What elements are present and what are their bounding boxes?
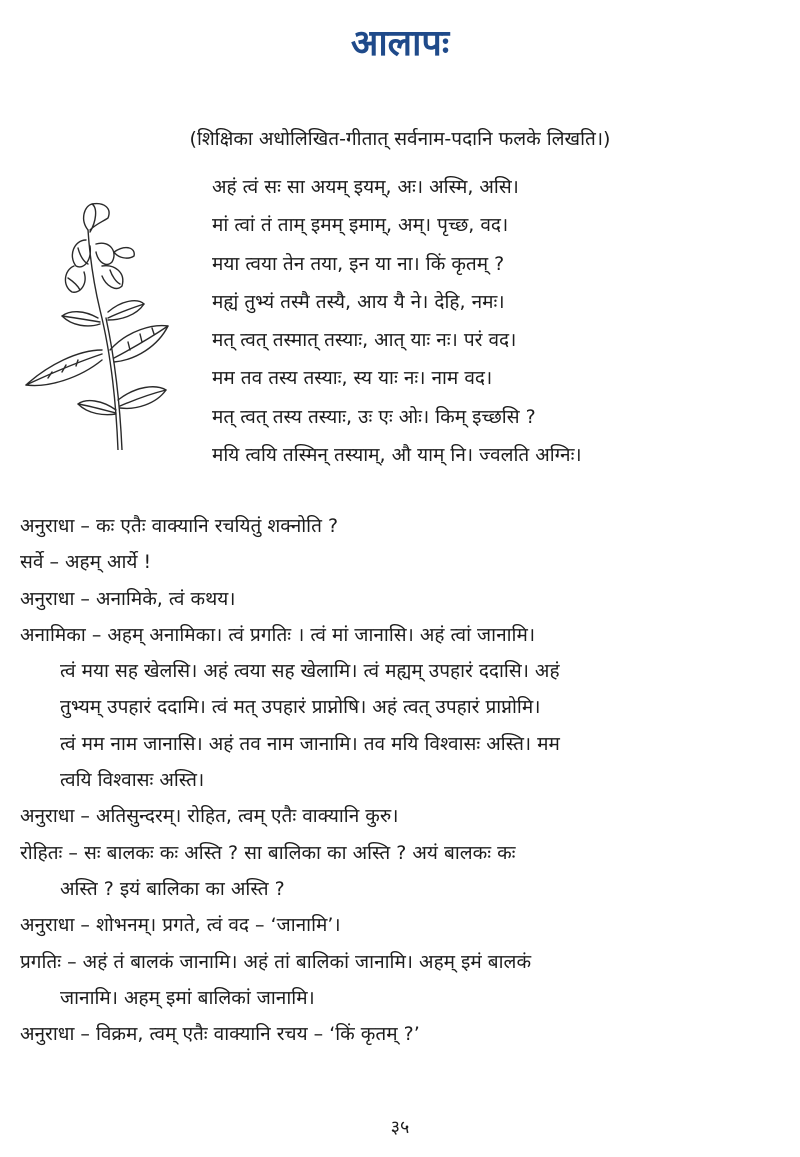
dialogue-line: त्वयि विश्वासः अस्ति। [60, 769, 205, 792]
verse-line: मया त्वया तेन तया, इन या ना। किं कृतम् ? [212, 252, 505, 275]
dialogue-line: रोहितः – सः बालकः कः अस्ति ? सा बालिका का अस्ति ? अयं बालकः कः [20, 841, 516, 864]
dialogue-line: त्वं मम नाम जानासि। अहं तव नाम जानामि। तव मयि विश्वासः अस्ति। मम [60, 732, 560, 755]
verse-line: मत् त्वत् तस्मात् तस्याः, आत् याः नः। परं वद। [212, 329, 517, 352]
dialogue-section [20, 509, 790, 1053]
dialogue-line: प्रगतिः – अहं तं बालकं जानामि। अहं तां बालिकां जानामि। अहम् इमं बालकं [20, 950, 532, 973]
verse-line: मत् त्वत् तस्य तस्याः, उः एः ओः। किम् इच्छसि ? [212, 405, 536, 428]
dialogue-line: जानामि। अहम् इमां बालिकां जानामि। [60, 986, 315, 1009]
instruction-text: (शिक्षिका अधोलिखित-गीतात् सर्वनाम-पदानि फलके लिखति।) [189, 128, 611, 150]
dialogue-line: अनुराधा – अतिसुन्दरम्। रोहित, त्वम् एतैः वाक्यानि कुरु। [20, 805, 399, 828]
verse-line: अहं त्वं सः सा अयम् इयम्, अः। अस्मि, असि। [212, 176, 519, 198]
plant-illustration [18, 200, 178, 450]
dialogue-line: अनामिका – अहम् अनामिका। त्वं प्रगतिः । त्वं मां जानासि। अहं त्वां जानामि। [20, 623, 536, 646]
dialogue-line: अनुराधा – कः एतैः वाक्यानि रचयितुं शक्नोति ? [20, 515, 339, 537]
page-title: आलापः [350, 23, 450, 64]
dialogue-line: अनुराधा – विक्रम, त्वम् एतैः वाक्यानि रचय – ‘किं कृतम् ?’ [20, 1023, 420, 1046]
verse-line: मयि त्वयि तस्मिन् तस्याम्, औ याम् नि। ज्वलति अग्निः। [212, 444, 582, 467]
dialogue-line: तुभ्यम् उपहारं ददामि। त्वं मत् उपहारं प्राप्नोषि। अहं त्वत् उपहारं प्राप्नोमि। [60, 696, 541, 719]
dialogue-line: त्वं मया सह खेलसि। अहं त्वया सह खेलामि। त्वं मह्यम् उपहारं ददासि। अहं [60, 660, 560, 683]
page-number: ३५ [390, 1117, 410, 1138]
dialogue-line: अनुराधा – अनामिके, त्वं कथय। [20, 587, 236, 610]
dialogue-line: अस्ति ? इयं बालिका का अस्ति ? [60, 877, 285, 900]
verse-block [212, 170, 792, 476]
dialogue-line: सर्वे – अहम् आर्ये ! [20, 551, 152, 574]
verse-line: मां त्वां तं ताम् इमम् इमाम्, अम्। पृच्छ, वद। [212, 214, 509, 237]
dialogue-line: अनुराधा – शोभनम्। प्रगते, त्वं वद – ‘जानामि’। [20, 914, 341, 937]
verse-line: मम तव तस्य तस्याः, स्य याः नः। नाम वद। [212, 367, 493, 390]
verse-line: मह्यं तुभ्यं तस्मै तस्यै, आय यै ने। देहि, नमः। [212, 290, 505, 313]
